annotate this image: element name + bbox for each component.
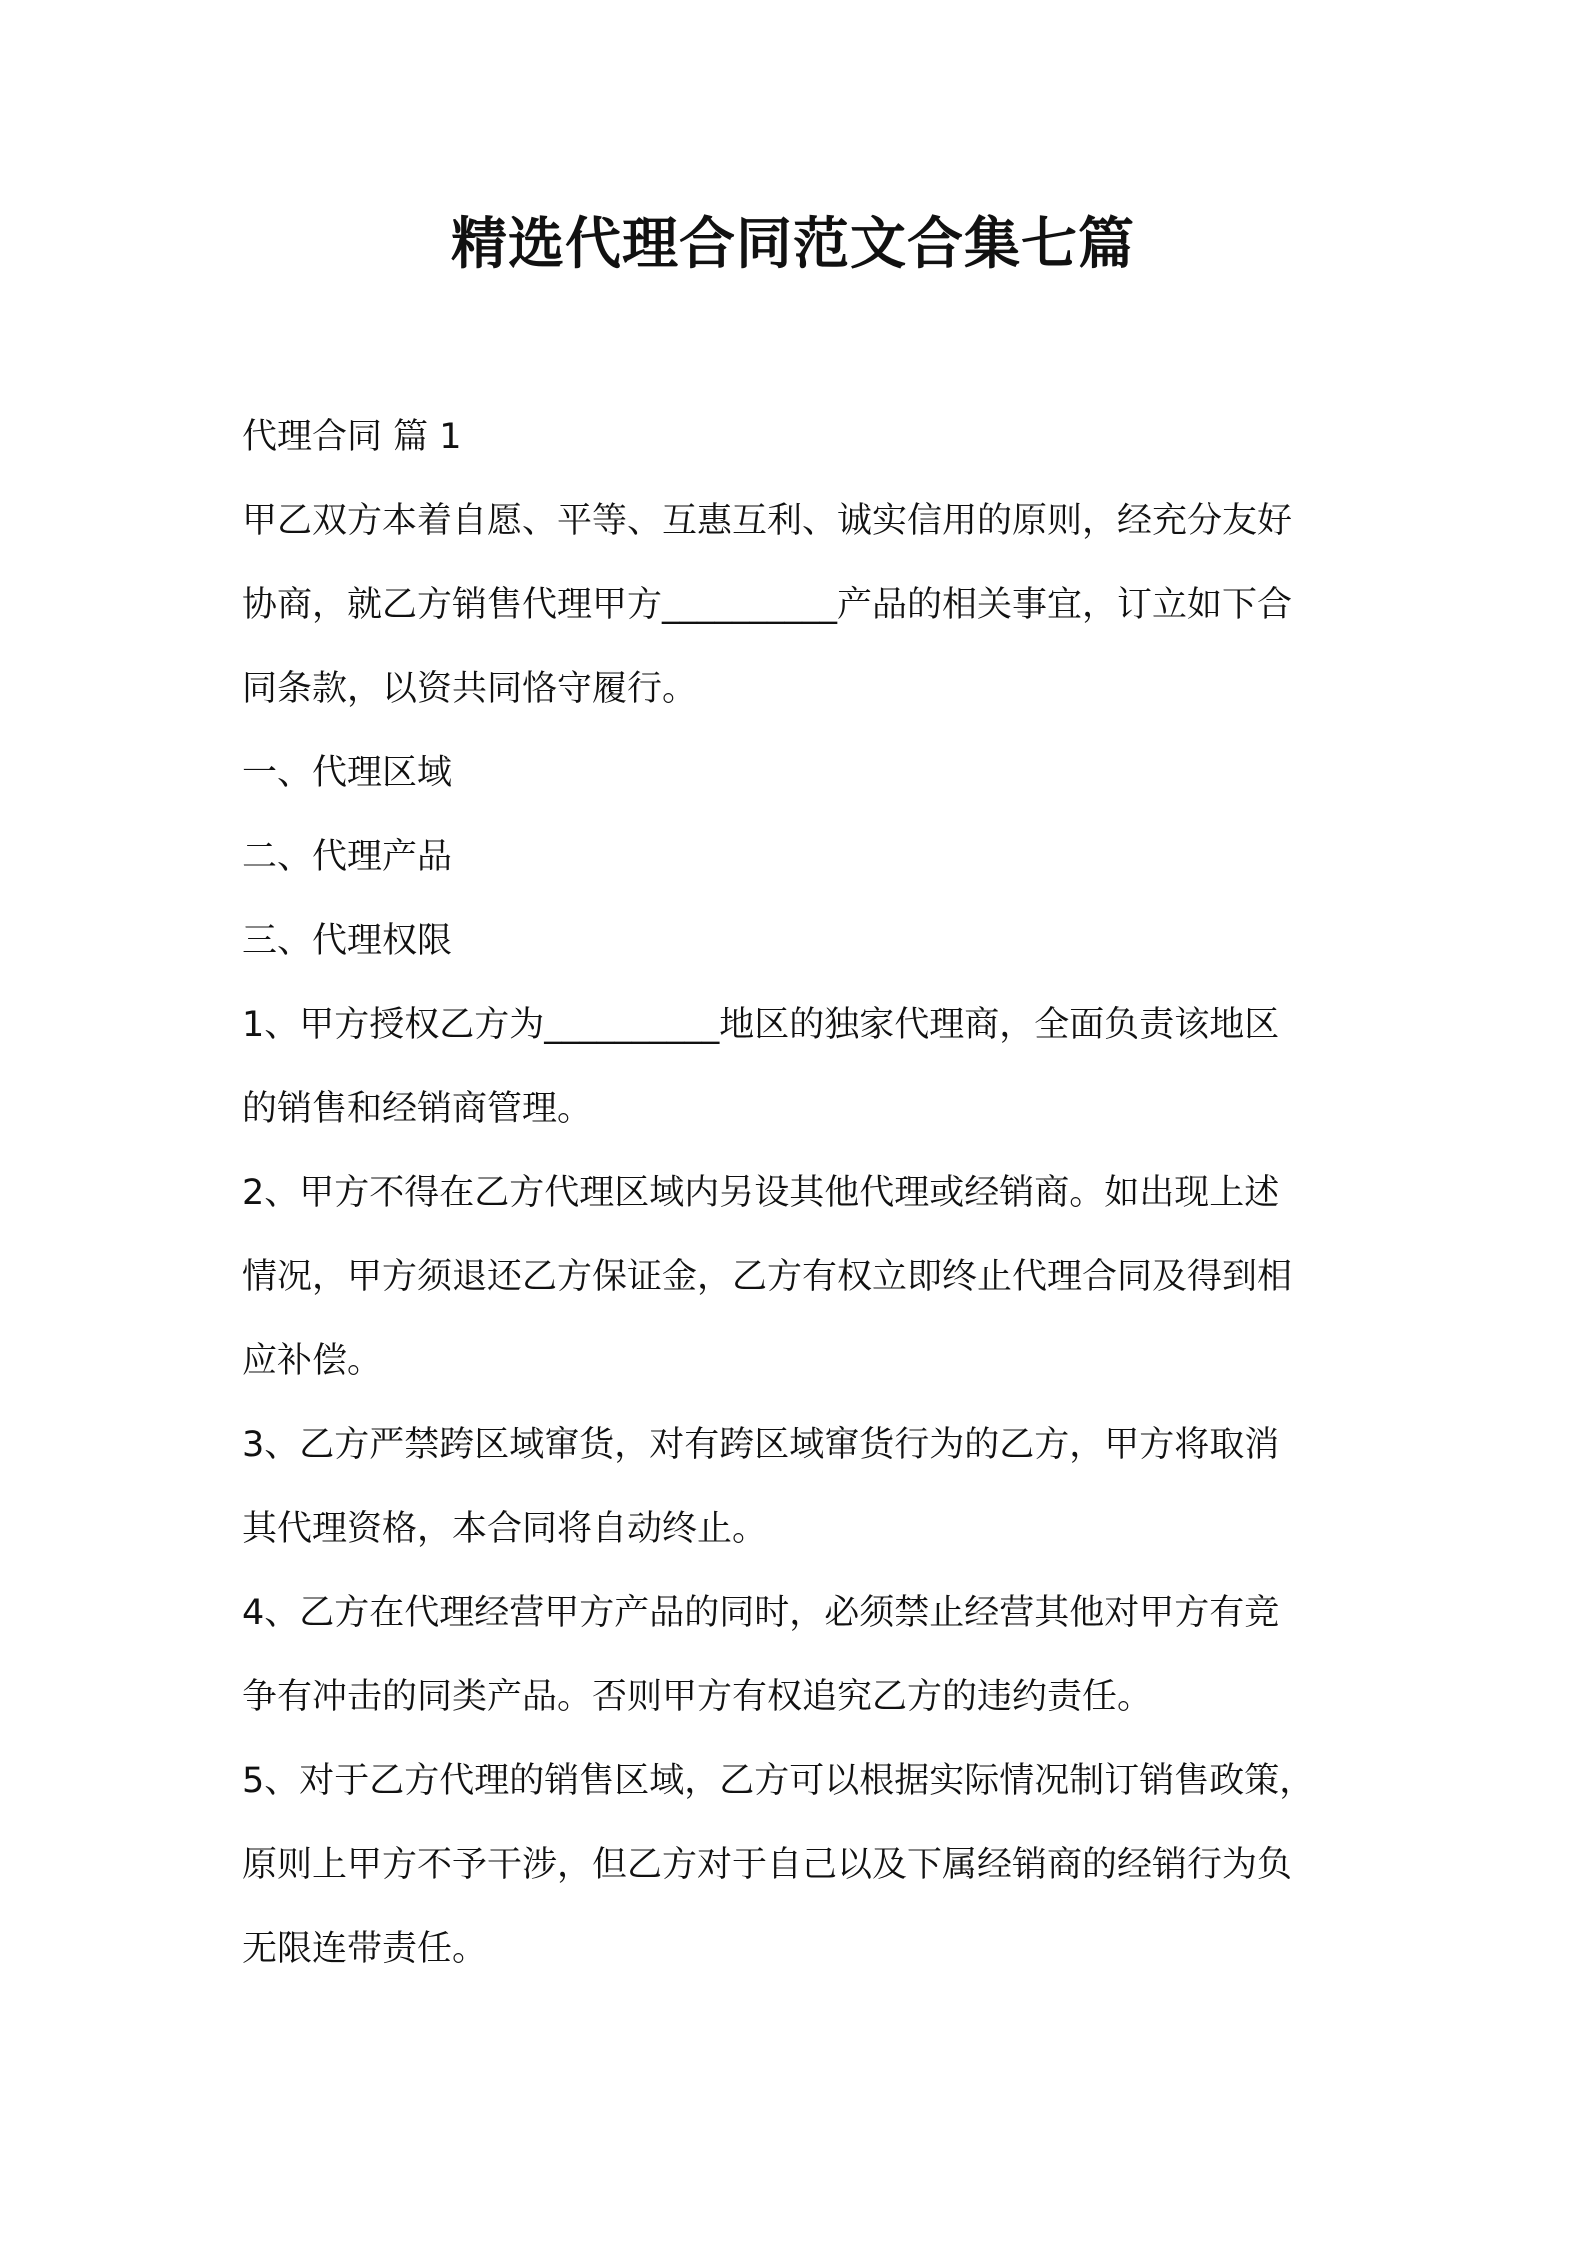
clause-heading: 二、代理产品 [242, 837, 453, 877]
paragraph-line: 4、乙方在代理经营甲方产品的同时，必须禁止经营其他对甲方有竞 [242, 1593, 1280, 1633]
document-body [242, 395, 1362, 1991]
document-title: 精选代理合同范文合集七篇 [451, 212, 1135, 277]
paragraph-line: 3、乙方严禁跨区域窜货，对有跨区域窜货行为的乙方，甲方将取消 [242, 1425, 1280, 1465]
paragraph-line: 争有冲击的同类产品。否则甲方有权追究乙方的违约责任。 [242, 1677, 1153, 1717]
paragraph-line: 原则上甲方不予干涉，但乙方对于自己以及下属经销商的经销行为负 [242, 1845, 1293, 1885]
paragraph-line: 的销售和经销商管理。 [242, 1089, 593, 1129]
paragraph-line: 无限连带责任。 [242, 1929, 488, 1969]
section-heading: 代理合同 篇 1 [242, 417, 462, 457]
paragraph-line: 协商，就乙方销售代理甲方__________产品的相关事宜，订立如下合 [242, 585, 1293, 625]
paragraph-line: 同条款，以资共同恪守履行。 [242, 669, 698, 709]
paragraph-line: 其代理资格，本合同将自动终止。 [242, 1509, 768, 1549]
paragraph-line: 甲乙双方本着自愿、平等、互惠互利、诚实信用的原则，经充分友好 [242, 501, 1293, 541]
clause-heading: 一、代理区域 [242, 753, 453, 793]
paragraph-line: 2、甲方不得在乙方代理区域内另设其他代理或经销商。如出现上述 [242, 1173, 1280, 1213]
paragraph-line: 应补偿。 [242, 1341, 383, 1381]
paragraph-line: 1、甲方授权乙方为__________地区的独家代理商，全面负责该地区 [242, 1005, 1280, 1045]
clause-heading: 三、代理权限 [242, 921, 453, 961]
paragraph-line: 情况，甲方须退还乙方保证金，乙方有权立即终止代理合同及得到相 [242, 1257, 1293, 1297]
paragraph-line: 5、对于乙方代理的销售区域，乙方可以根据实际情况制订销售政策， [242, 1761, 1315, 1801]
